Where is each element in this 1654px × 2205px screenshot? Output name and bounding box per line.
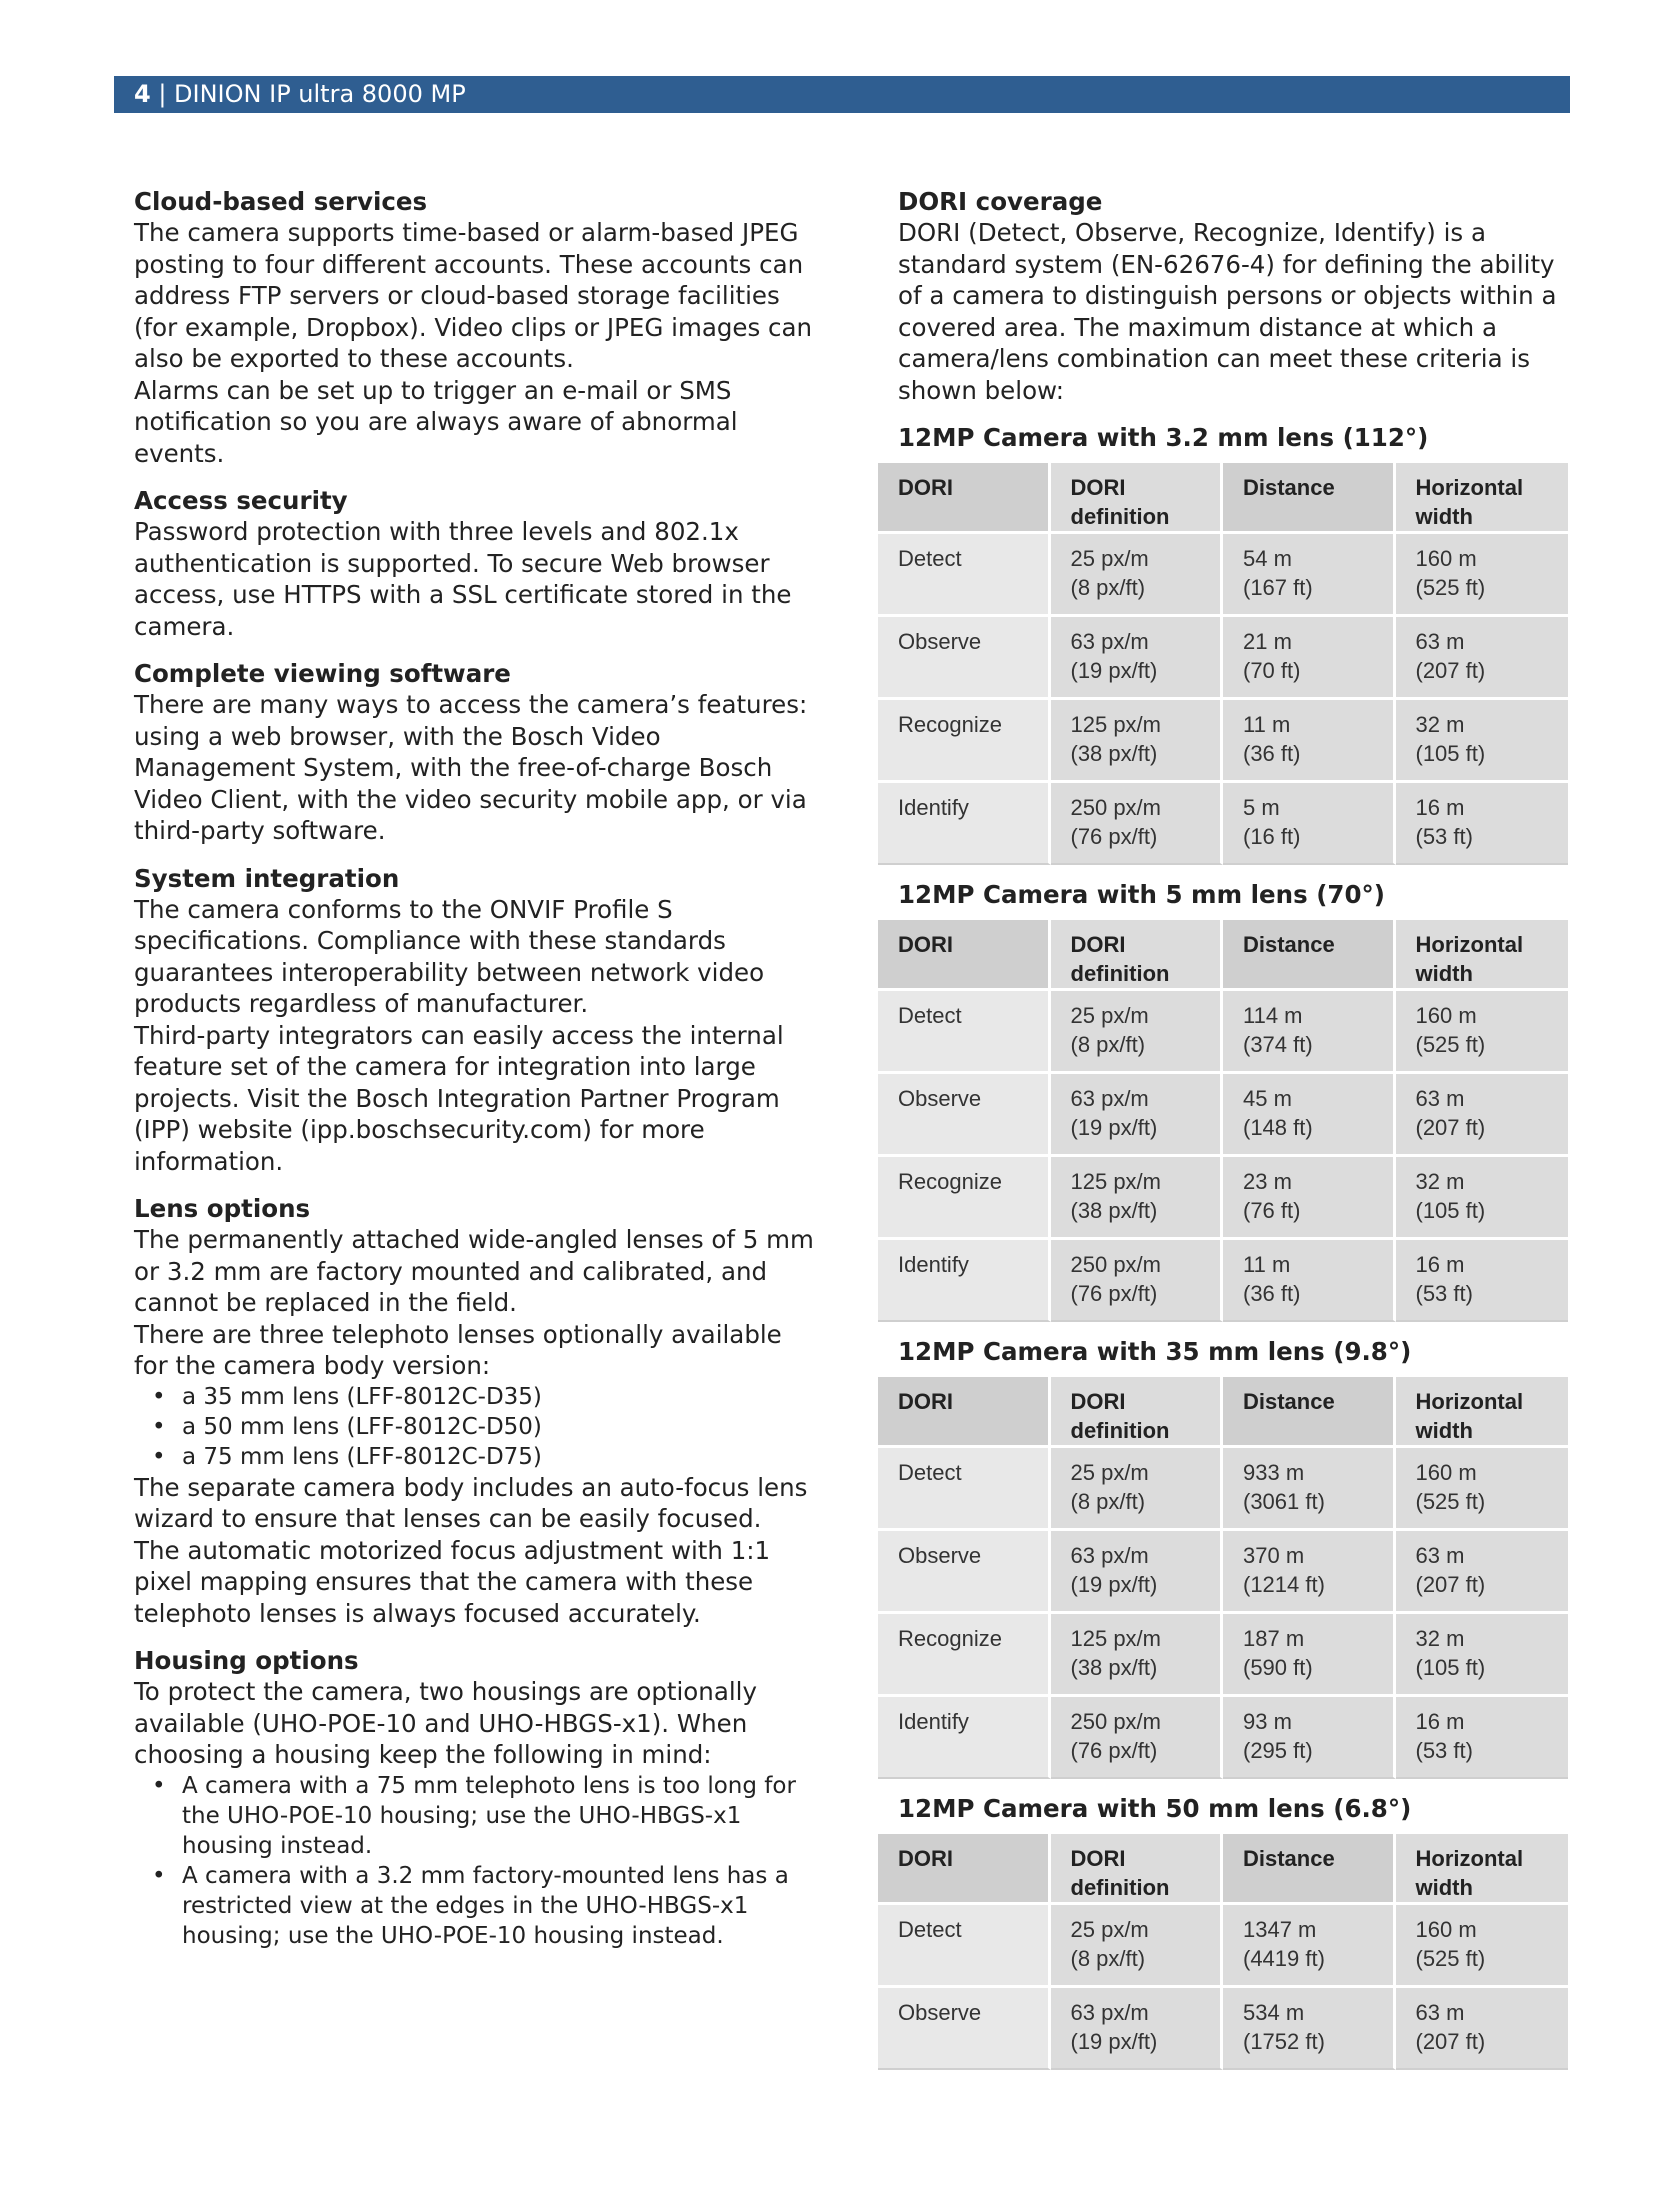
- horizontal-width-imperial: (53 ft): [1415, 1281, 1473, 1306]
- column-header: Distance: [1223, 1834, 1396, 1902]
- distance-imperial: (4419 ft): [1243, 1946, 1325, 1971]
- dori-level: Detect: [878, 531, 1051, 614]
- column-header: DORI definition: [1051, 1377, 1224, 1445]
- distance-imperial: (295 ft): [1243, 1738, 1313, 1763]
- distance-cell: [1223, 1902, 1396, 1985]
- distance-metric: 23 m: [1243, 1169, 1292, 1194]
- dori-definition-metric: 63 px/m: [1070, 2000, 1149, 2025]
- section-title: System integration: [134, 863, 400, 893]
- dori-definition-metric: 125 px/m: [1070, 1626, 1161, 1651]
- horizontal-width-cell: [1396, 988, 1569, 1071]
- horizontal-width-cell: [1396, 1154, 1569, 1237]
- dori-definition-cell: [1051, 1985, 1224, 2070]
- table-row: [878, 531, 1568, 614]
- paragraph: Third-party integrators can easily access the internal feature set of the camera for integration into large projects. Visit the Bosch Integration Partner Program (IPP) website (ipp.boschsecurity.com) for more information.: [134, 1020, 784, 1176]
- distance-imperial: (590 ft): [1243, 1655, 1313, 1680]
- dori-definition-cell: [1051, 988, 1224, 1071]
- table-title: 12MP Camera with 50 mm lens (6.8°): [898, 1794, 1412, 1823]
- horizontal-width-imperial: (207 ft): [1415, 658, 1486, 683]
- horizontal-width-cell: [1396, 531, 1569, 614]
- distance-imperial: (36 ft): [1243, 1281, 1301, 1306]
- dori-level: Detect: [878, 988, 1051, 1071]
- dori-definition-cell: [1051, 1694, 1224, 1779]
- distance-cell: [1223, 531, 1396, 614]
- table-row: [878, 1071, 1568, 1154]
- distance-cell: [1223, 1985, 1396, 2070]
- horizontal-width-cell: [1396, 1071, 1569, 1154]
- dori-level: Observe: [878, 1071, 1051, 1154]
- table-row: [878, 614, 1568, 697]
- horizontal-width-cell: [1396, 697, 1569, 780]
- distance-metric: 11 m: [1243, 712, 1291, 737]
- table-title: 12MP Camera with 3.2 mm lens (112°): [898, 423, 1429, 452]
- distance-metric: 45 m: [1243, 1086, 1292, 1111]
- dori-definition-cell: [1051, 1445, 1224, 1528]
- distance-imperial: (148 ft): [1243, 1115, 1313, 1140]
- dori-definition-cell: [1051, 1154, 1224, 1237]
- horizontal-width-metric: 16 m: [1415, 1252, 1465, 1277]
- column-header: DORI definition: [1051, 1834, 1224, 1902]
- dori-level: Detect: [878, 1902, 1051, 1985]
- distance-imperial: (167 ft): [1243, 575, 1313, 600]
- table-header-row: [878, 1377, 1568, 1445]
- section-access-security: [134, 485, 814, 642]
- table-title: 12MP Camera with 35 mm lens (9.8°): [898, 1337, 1412, 1366]
- distance-cell: [1223, 1154, 1396, 1237]
- right-column: [898, 186, 1568, 2070]
- horizontal-width-imperial: (105 ft): [1415, 741, 1486, 766]
- dori-definition-imperial: (76 px/ft): [1070, 1738, 1158, 1763]
- section-title: Access security: [134, 486, 348, 515]
- column-header: Horizontal width: [1396, 463, 1569, 531]
- horizontal-width-metric: 160 m: [1415, 1917, 1477, 1942]
- document-title: DINION IP ultra 8000 MP: [174, 80, 466, 108]
- distance-metric: 5 m: [1243, 795, 1280, 820]
- column-header: Distance: [1223, 1377, 1396, 1445]
- table-row: [878, 1985, 1568, 2070]
- section-title: Housing options: [134, 1646, 359, 1675]
- distance-imperial: (1752 ft): [1243, 2029, 1325, 2054]
- dori-definition-imperial: (38 px/ft): [1070, 1655, 1158, 1680]
- dori-level: Recognize: [878, 697, 1051, 780]
- column-header: DORI definition: [1051, 463, 1224, 531]
- dori-definition-metric: 25 px/m: [1070, 546, 1149, 571]
- horizontal-width-metric: 63 m: [1415, 1543, 1465, 1568]
- distance-metric: 370 m: [1243, 1543, 1305, 1568]
- table-title: 12MP Camera with 5 mm lens (70°): [898, 880, 1385, 909]
- paragraph: The camera supports time-based or alarm-based JPEG posting to four different accounts. These accounts can address FTP servers or cloud-based storage facilities (for example, Dropbox). Video clips or JPEG images can also be exported to these accounts.: [134, 218, 813, 373]
- dori-level: Recognize: [878, 1611, 1051, 1694]
- paragraph: Alarms can be set up to trigger an e-mail or SMS notification so you are always aware of abnormal events.: [134, 375, 738, 468]
- distance-metric: 54 m: [1243, 546, 1292, 571]
- page-header: [114, 76, 1570, 113]
- dori-definition-imperial: (38 px/ft): [1070, 741, 1158, 766]
- horizontal-width-imperial: (53 ft): [1415, 1738, 1473, 1763]
- dori-definition-imperial: (19 px/ft): [1070, 1572, 1158, 1597]
- table-header-row: [878, 1834, 1568, 1902]
- horizontal-width-metric: 32 m: [1415, 712, 1465, 737]
- distance-imperial: (16 ft): [1243, 824, 1301, 849]
- dori-definition-metric: 125 px/m: [1070, 712, 1161, 737]
- column-header: Horizontal width: [1396, 1834, 1569, 1902]
- horizontal-width-metric: 63 m: [1415, 629, 1465, 654]
- dori-definition-metric: 63 px/m: [1070, 1543, 1149, 1568]
- horizontal-width-metric: 32 m: [1415, 1169, 1465, 1194]
- horizontal-width-imperial: (207 ft): [1415, 1115, 1486, 1140]
- list-item: • a 75 mm lens (LFF-8012C-D75): [152, 1442, 814, 1472]
- table-row: [878, 697, 1568, 780]
- section-dori-coverage: [898, 186, 1568, 406]
- dori-table: [878, 1834, 1568, 2070]
- paragraph: There are many ways to access the camera’s features: using a web browser, with the Bosch Video Management System, with the free-of-charge Bosch Video Client, with the video security mobile app, or via third-party software.: [134, 690, 808, 845]
- dori-definition-imperial: (8 px/ft): [1070, 575, 1146, 600]
- paragraph: The permanently attached wide-angled lenses of 5 mm or 3.2 mm are factory mounted and calibrated, and cannot be replaced in the field.: [134, 1225, 814, 1317]
- distance-imperial: (3061 ft): [1243, 1489, 1325, 1514]
- horizontal-width-cell: [1396, 1528, 1569, 1611]
- horizontal-width-metric: 16 m: [1415, 795, 1465, 820]
- table-row: [878, 1237, 1568, 1322]
- column-header: Distance: [1223, 463, 1396, 531]
- distance-cell: [1223, 614, 1396, 697]
- dori-definition-cell: [1051, 1071, 1224, 1154]
- dori-definition-cell: [1051, 1902, 1224, 1985]
- distance-cell: [1223, 697, 1396, 780]
- section-title: DORI coverage: [898, 187, 1103, 216]
- distance-imperial: (1214 ft): [1243, 1572, 1325, 1597]
- column-header: DORI: [878, 1377, 1051, 1445]
- list-item: • A camera with a 75 mm telephoto lens is too long for the UHO-POE-10 housing; use the UHO-HBGS-x1 housing instead.: [152, 1771, 814, 1861]
- dori-definition-imperial: (76 px/ft): [1070, 1281, 1158, 1306]
- table-row: [878, 1611, 1568, 1694]
- distance-imperial: (76 ft): [1243, 1198, 1301, 1223]
- distance-cell: [1223, 1528, 1396, 1611]
- paragraph: To protect the camera, two housings are optionally available (UHO-POE-10 and UHO-HBGS-x1). When choosing a housing keep the following in mind:: [134, 1677, 757, 1769]
- list-item: • a 35 mm lens (LFF-8012C-D35): [152, 1382, 814, 1412]
- distance-imperial: (70 ft): [1243, 658, 1301, 683]
- horizontal-width-metric: 32 m: [1415, 1626, 1465, 1651]
- paragraph: DORI (Detect, Observe, Recognize, Identify) is a standard system (EN-62676-4) for defining the ability of a camera to distinguish persons or objects within a covered area. The maximum distance at which a camera/lens combination can meet these criteria is shown below:: [898, 218, 1557, 405]
- dori-level: Recognize: [878, 1154, 1051, 1237]
- dori-definition-metric: 63 px/m: [1070, 1086, 1149, 1111]
- horizontal-width-imperial: (525 ft): [1415, 1946, 1486, 1971]
- table-row: [878, 1902, 1568, 1985]
- horizontal-width-metric: 63 m: [1415, 2000, 1465, 2025]
- section-viewing-software: [134, 658, 814, 847]
- horizontal-width-metric: 63 m: [1415, 1086, 1465, 1111]
- horizontal-width-imperial: (105 ft): [1415, 1655, 1486, 1680]
- section-title: Cloud-based services: [134, 187, 428, 216]
- horizontal-width-cell: [1396, 1985, 1569, 2070]
- dori-definition-metric: 25 px/m: [1070, 1003, 1149, 1028]
- dori-definition-metric: 25 px/m: [1070, 1460, 1149, 1485]
- distance-cell: [1223, 1237, 1396, 1322]
- section-lens-options: [134, 1193, 814, 1629]
- horizontal-width-imperial: (525 ft): [1415, 1489, 1486, 1514]
- horizontal-width-cell: [1396, 1611, 1569, 1694]
- dori-definition-metric: 25 px/m: [1070, 1917, 1149, 1942]
- list-item: • A camera with a 3.2 mm factory-mounted lens has a restricted view at the edges in the UHO-HBGS-x1 housing; use the UHO-POE-10 housing instead.: [152, 1861, 814, 1951]
- horizontal-width-imperial: (207 ft): [1415, 2029, 1486, 2054]
- dori-definition-cell: [1051, 531, 1224, 614]
- dori-definition-imperial: (19 px/ft): [1070, 2029, 1158, 2054]
- distance-cell: [1223, 1611, 1396, 1694]
- dori-level: Observe: [878, 1985, 1051, 2070]
- distance-metric: 534 m: [1243, 2000, 1305, 2025]
- horizontal-width-metric: 16 m: [1415, 1709, 1465, 1734]
- horizontal-width-imperial: (53 ft): [1415, 824, 1473, 849]
- column-header: Horizontal width: [1396, 920, 1569, 988]
- table-row: [878, 1154, 1568, 1237]
- bullet-list: [134, 1382, 814, 1472]
- dori-level: Identify: [878, 780, 1051, 865]
- section-housing-options: [134, 1645, 814, 1951]
- distance-imperial: (36 ft): [1243, 741, 1301, 766]
- dori-level: Identify: [878, 1237, 1051, 1322]
- page-number: 4: [134, 80, 151, 108]
- paragraph: The separate camera body includes an auto-focus lens wizard to ensure that lenses can be easily focused. The automatic motorized focus adjustment with 1:1 pixel mapping ensures that the camera with these telephoto lenses is always focused accurately.: [134, 1472, 808, 1628]
- column-header: Horizontal width: [1396, 1377, 1569, 1445]
- column-header: DORI: [878, 920, 1051, 988]
- horizontal-width-imperial: (525 ft): [1415, 1032, 1486, 1057]
- section-cloud-services: [134, 186, 814, 469]
- distance-metric: 1347 m: [1243, 1917, 1317, 1942]
- table-header-row: [878, 463, 1568, 531]
- distance-cell: [1223, 780, 1396, 865]
- horizontal-width-cell: [1396, 614, 1569, 697]
- dori-definition-imperial: (19 px/ft): [1070, 658, 1158, 683]
- dori-definition-imperial: (76 px/ft): [1070, 824, 1158, 849]
- horizontal-width-metric: 160 m: [1415, 1003, 1477, 1028]
- section-title: Complete viewing software: [134, 659, 511, 688]
- dori-level: Identify: [878, 1694, 1051, 1779]
- column-header: DORI: [878, 463, 1051, 531]
- section-system-integration: [134, 863, 814, 1178]
- distance-metric: 93 m: [1243, 1709, 1292, 1734]
- dori-definition-cell: [1051, 1237, 1224, 1322]
- paragraph: The camera conforms to the ONVIF Profile S specifications. Compliance with these standards guarantees interoperability between network video products regardless of manufacturer.: [134, 894, 765, 1018]
- dori-definition-cell: [1051, 697, 1224, 780]
- dori-level: Detect: [878, 1445, 1051, 1528]
- dori-definition-metric: 250 px/m: [1070, 795, 1161, 820]
- column-header: DORI definition: [1051, 920, 1224, 988]
- paragraph: There are three telephoto lenses optionally available for the camera body version:: [134, 1319, 782, 1380]
- dori-definition-cell: [1051, 780, 1224, 865]
- dori-definition-metric: 250 px/m: [1070, 1709, 1161, 1734]
- table-row: [878, 780, 1568, 865]
- column-header: Distance: [1223, 920, 1396, 988]
- horizontal-width-metric: 160 m: [1415, 1460, 1477, 1485]
- distance-cell: [1223, 988, 1396, 1071]
- table-row: [878, 1445, 1568, 1528]
- distance-imperial: (374 ft): [1243, 1032, 1313, 1057]
- distance-metric: 114 m: [1243, 1003, 1303, 1028]
- horizontal-width-imperial: (525 ft): [1415, 575, 1486, 600]
- table-header-row: [878, 920, 1568, 988]
- dori-table: [878, 1377, 1568, 1779]
- horizontal-width-cell: [1396, 1237, 1569, 1322]
- table-row: [878, 1528, 1568, 1611]
- dori-definition-imperial: (8 px/ft): [1070, 1489, 1146, 1514]
- dori-definition-cell: [1051, 1528, 1224, 1611]
- dori-tables: [898, 422, 1568, 2070]
- dori-definition-imperial: (38 px/ft): [1070, 1198, 1158, 1223]
- dori-definition-imperial: (19 px/ft): [1070, 1115, 1158, 1140]
- distance-metric: 933 m: [1243, 1460, 1305, 1485]
- dori-definition-metric: 63 px/m: [1070, 629, 1149, 654]
- dori-table: [878, 920, 1568, 1322]
- bullet-list: [134, 1771, 814, 1951]
- dori-level: Observe: [878, 614, 1051, 697]
- distance-cell: [1223, 1071, 1396, 1154]
- list-item: • a 50 mm lens (LFF-8012C-D50): [152, 1412, 814, 1442]
- table-row: [878, 988, 1568, 1071]
- dori-level: Observe: [878, 1528, 1051, 1611]
- horizontal-width-cell: [1396, 1694, 1569, 1779]
- table-row: [878, 1694, 1568, 1779]
- horizontal-width-metric: 160 m: [1415, 546, 1477, 571]
- distance-metric: 21 m: [1243, 629, 1292, 654]
- distance-cell: [1223, 1694, 1396, 1779]
- dori-definition-cell: [1051, 614, 1224, 697]
- dori-table: [878, 463, 1568, 865]
- dori-definition-metric: 250 px/m: [1070, 1252, 1161, 1277]
- horizontal-width-cell: [1396, 780, 1569, 865]
- paragraph: Password protection with three levels and 802.1x authentication is supported. To secure Web browser access, use HTTPS with a SSL certificate stored in the camera.: [134, 517, 792, 641]
- left-column: [134, 186, 814, 1967]
- distance-metric: 11 m: [1243, 1252, 1291, 1277]
- section-title: Lens options: [134, 1194, 311, 1223]
- horizontal-width-imperial: (105 ft): [1415, 1198, 1486, 1223]
- horizontal-width-cell: [1396, 1445, 1569, 1528]
- distance-metric: 187 m: [1243, 1626, 1305, 1651]
- dori-definition-metric: 125 px/m: [1070, 1169, 1161, 1194]
- dori-definition-cell: [1051, 1611, 1224, 1694]
- header-separator: |: [150, 80, 175, 108]
- dori-definition-imperial: (8 px/ft): [1070, 1032, 1146, 1057]
- column-header: DORI: [878, 1834, 1051, 1902]
- dori-definition-imperial: (8 px/ft): [1070, 1946, 1146, 1971]
- horizontal-width-cell: [1396, 1902, 1569, 1985]
- horizontal-width-imperial: (207 ft): [1415, 1572, 1486, 1597]
- distance-cell: [1223, 1445, 1396, 1528]
